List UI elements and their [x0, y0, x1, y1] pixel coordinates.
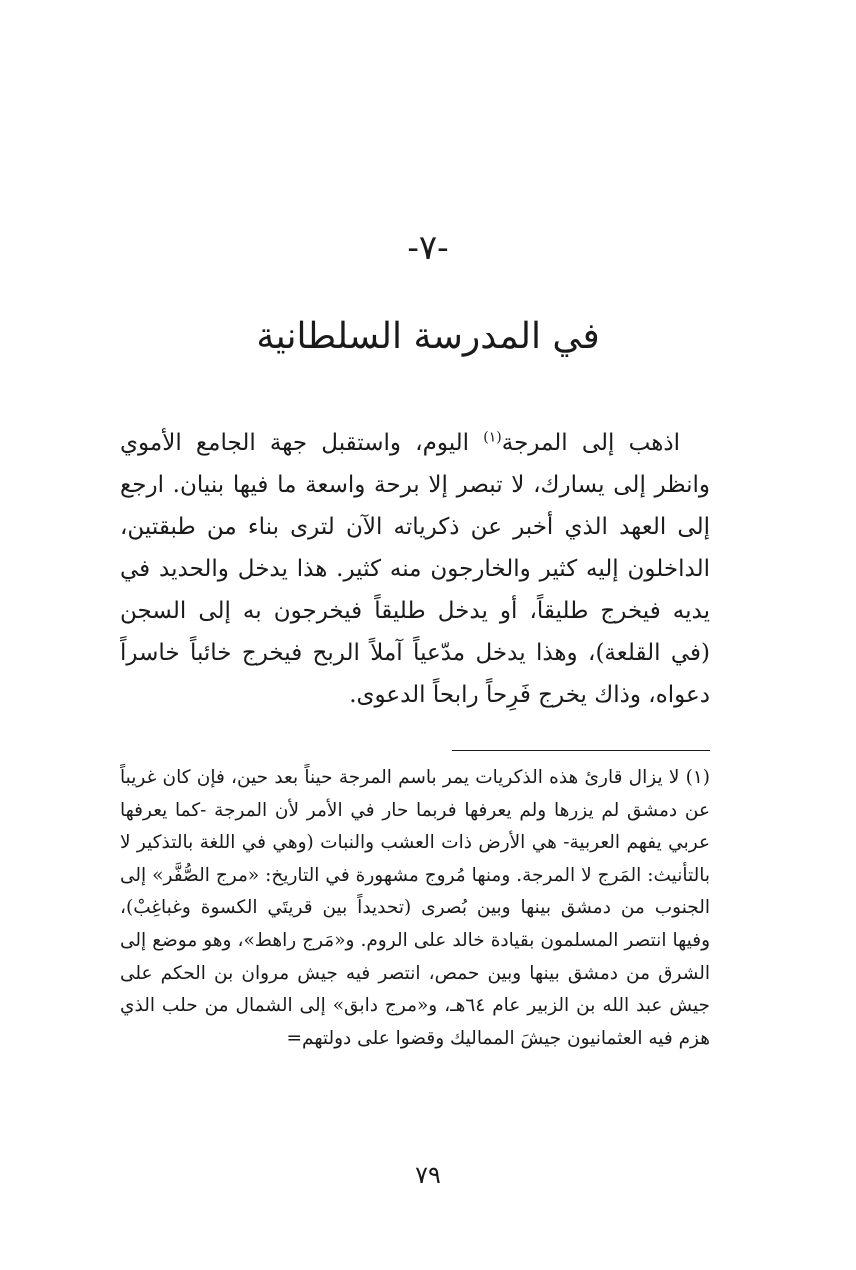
chapter-title: في المدرسة السلطانية: [256, 316, 600, 357]
footnote-divider: [452, 750, 710, 751]
footnote-reference: (١): [483, 429, 502, 446]
body-paragraph: [120, 422, 710, 716]
page-number: ٧٩: [415, 1161, 441, 1189]
body-text-rest: اليوم، واستقبل جهة الجامع الأموي وانظر إلى يسارك، لا تبصر إلا برحة واسعة ما فيها بنيان. ارجع إلى العهد الذي أخبر عن ذكرياته الآن لترى بناء من طبقتين، الداخلون إليه كثير والخارجون منه كثير. هذا يدخل والحديد في يديه فيخرج طليقاً، أو يدخل طليقاً فيخرجون به إلى السجن (في القلعة)، وهذا يدخل مدّعياً آملاً الربح فيخرج خائباً خاسراً دعواه، وذاك يخرج فَرِحاً رابحاً الدعوى.: [120, 430, 710, 708]
body-text-start: اذهب إلى المرجة: [501, 430, 680, 456]
footnote-text: (١) لا يزال قارئ هذه الذكريات يمر باسم المرجة حيناً بعد حين، فإن كان غريباً عن دمشق لم يزرها ولم يعرفها فربما حار في الأمر لأن المرجة -كما يعرفها عربي يفهم العربية- هي الأرض ذات العشب والنبات (وهي في اللغة بالتذكير لا بالتأنيث: المَرج لا المرجة. ومنها مُروج مشهورة في التاريخ: «مرج الصُّفَّر» إلى الجنوب من دمشق بينها وبين بُصرى (تحديداً بين قريتَي الكسوة وغباغِبْ)، وفيها انتصر المسلمون بقيادة خالد على الروم. و«مَرج راهط»، وهو موضع إلى الشرق من دمشق بينها وبين حمص، انتصر فيه جيش مروان بن الحكم على جيش عبد الله بن الزبير عام ٦٤هـ، و«مرج دابق» إلى الشمال من حلب الذي هزم فيه العثمانيون جيشَ المماليك وقضوا على دولتهم=: [120, 767, 710, 1049]
chapter-number: -٧-: [407, 228, 449, 268]
